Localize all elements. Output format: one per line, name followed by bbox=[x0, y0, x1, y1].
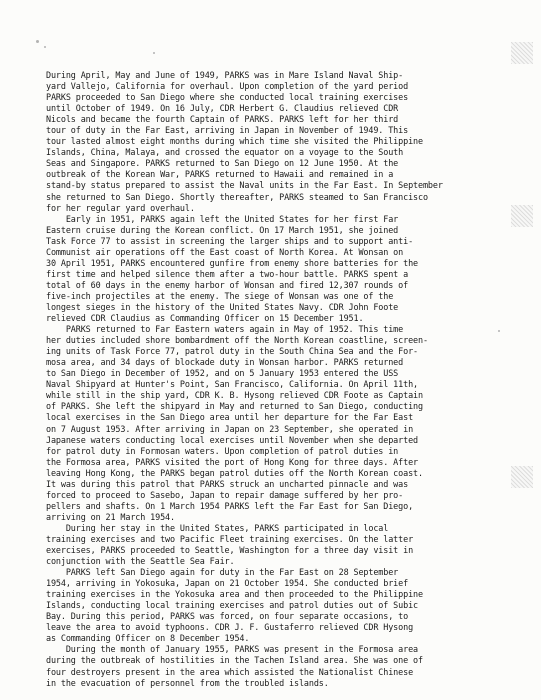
text-line: she returned to San Diego. Shortly thereafter, PARKS steamed to San Francisco bbox=[46, 191, 428, 202]
text-line: in the evacuation of personnel from the troubled islands. bbox=[46, 677, 329, 688]
text-line: local exercises in the San Diego area until her departure for the Far East bbox=[46, 412, 414, 423]
text-line: longest sieges in the history of the United States Navy. CDR John Foote bbox=[46, 301, 399, 312]
text-line: on 7 August 1953. After arriving in Japan on 23 September, she operated in bbox=[46, 423, 414, 434]
text-line: pellers and shafts. On 1 March 1954 PARKS left the Far East for San Diego, bbox=[46, 500, 414, 511]
text-line: five-inch projectiles at the enemy. The siege of Wonsan was one of the bbox=[46, 290, 394, 301]
text-line: total of 60 days in the enemy harbor of Wonsan and fired 12,307 rounds of bbox=[46, 279, 409, 290]
text-line: relieved CDR Claudius as Commanding Officer on 15 December 1951. bbox=[46, 313, 364, 324]
text-line: During her stay in the United States, PARKS participated in local bbox=[46, 522, 389, 533]
text-line: Japanese waters conducting local exercises until November when she departed bbox=[46, 434, 418, 445]
text-line: 1954, arriving in Yokosuka, Japan on 21 October 1954. She conducted brief bbox=[46, 578, 409, 589]
text-line: four destroyers present in the area which assisted the Nationalist Chinese bbox=[46, 666, 414, 677]
text-line: ing units of Task Force 77, patrol duty in the South China Sea and the For- bbox=[46, 346, 418, 357]
text-line: as Commanding Officer on 8 December 1954. bbox=[46, 633, 250, 644]
scan-artifact bbox=[511, 42, 533, 64]
text-line: first time and helped silence them after a two-hour battle. PARKS spent a bbox=[46, 268, 409, 279]
text-line: PARKS proceeded to San Diego where she conducted local training exercises bbox=[46, 92, 409, 103]
text-line: to San Diego in December of 1952, and on 5 January 1953 entered the USS bbox=[46, 368, 399, 379]
text-line: During the month of January 1955, PARKS was present in the Formosa area bbox=[46, 644, 418, 655]
text-line: during the outbreak of hostilities in the Tachen Island area. She was one of bbox=[46, 655, 423, 666]
text-line: for patrol duty in Formosan waters. Upon completion of patrol duties in bbox=[46, 445, 399, 456]
text-line: her duties included shore bombardment off the North Korean coastline, screen- bbox=[46, 335, 428, 346]
text-line: Naval Shipyard at Hunter's Point, San Francisco, California. On April 11th, bbox=[46, 379, 418, 390]
text-line: Islands, conducting local training exercises and patrol duties out of Subic bbox=[46, 600, 418, 611]
text-line: arriving on 21 March 1954. bbox=[46, 511, 175, 522]
text-line: tour lasted almost eight months during which time she visited the Philippine bbox=[46, 136, 423, 147]
text-line: while still in the ship yard, CDR K. B. Hysong relieved CDR Foote as Captain bbox=[46, 390, 423, 401]
text-line: tour of duty in the Far East, arriving in Japan in November of 1949. This bbox=[46, 125, 409, 136]
text-line: yard Vallejo, California for overhaul. Upon completion of the yard period bbox=[46, 81, 409, 92]
text-line: exercises, PARKS proceeded to Seattle, Washington for a three day visit in bbox=[46, 545, 414, 556]
scan-speck bbox=[44, 46, 46, 48]
body-text bbox=[46, 70, 516, 689]
scan-speck bbox=[153, 52, 155, 54]
text-line: of PARKS. She left the shipyard in May and returned to San Diego, conducting bbox=[46, 401, 423, 412]
text-line: Seas and Singapore. PARKS returned to San Diego on 12 June 1950. At the bbox=[46, 158, 399, 169]
text-line: conjunction with the Seattle Sea Fair. bbox=[46, 556, 235, 567]
text-line: Islands, China, Malaya, and crossed the equator on a voyage to the South bbox=[46, 147, 404, 158]
scan-speck bbox=[36, 40, 39, 43]
text-line: forced to proceed to Sasebo, Japan to repair damage suffered by her pro- bbox=[46, 489, 404, 500]
text-line: Communist air operations off the East coast of North Korea. At Wonsan on bbox=[46, 246, 404, 257]
text-line: During April, May and June of 1949, PARKS was in Mare Island Naval Ship- bbox=[46, 70, 404, 80]
text-line: PARKS returned to Far Eastern waters again in May of 1952. This time bbox=[46, 324, 404, 335]
text-line: leave the area to avoid typhoons. CDR J. F. Gustaferro relieved CDR Hysong bbox=[46, 622, 414, 633]
text-line: It was during this patrol that PARKS struck an uncharted pinnacle and was bbox=[46, 478, 409, 489]
text-line: outbreak of the Korean War, PARKS returned to Hawaii and remained in a bbox=[46, 169, 394, 180]
text-line: 30 April 1951, PARKS encountered gunfire from enemy shore batteries for the bbox=[46, 257, 418, 268]
text-line: mosa area, and 34 days of blockade duty in Wonsan harbor. PARKS returned bbox=[46, 357, 404, 368]
text-line: Task Force 77 to assist in screening the larger ships and to support anti- bbox=[46, 235, 414, 246]
text-line: stand-by status prepared to assist the Naval units in the Far East. In September bbox=[46, 180, 443, 191]
text-line: Early in 1951, PARKS again left the United States for her first Far bbox=[46, 213, 399, 224]
text-line: until October of 1949. On 16 July, CDR Herbert G. Claudius relieved CDR bbox=[46, 103, 399, 114]
text-line: the Formosa area, PARKS visited the port of Hong Kong for three days. After bbox=[46, 456, 418, 467]
text-line: training exercises and two Pacific Fleet training exercises. On the latter bbox=[46, 533, 414, 544]
text-line: PARKS left San Diego again for duty in the Far East on 28 September bbox=[46, 567, 399, 578]
text-line: training exercises in the Yokosuka area and then proceeded to the Philippine bbox=[46, 589, 423, 600]
text-line: leaving Hong Kong, the PARKS began patrol duties off the North Korean coast. bbox=[46, 467, 423, 478]
text-line: Bay. During this period, PARKS was forced, on four separate occasions, to bbox=[46, 611, 409, 622]
text-line: Nicols and became the fourth Captain of PARKS. PARKS left for her third bbox=[46, 114, 399, 125]
text-line: for her regular yard overhaul. bbox=[46, 202, 195, 213]
text-line: Eastern cruise during the Korean conflict. On 17 March 1951, she joined bbox=[46, 224, 399, 235]
